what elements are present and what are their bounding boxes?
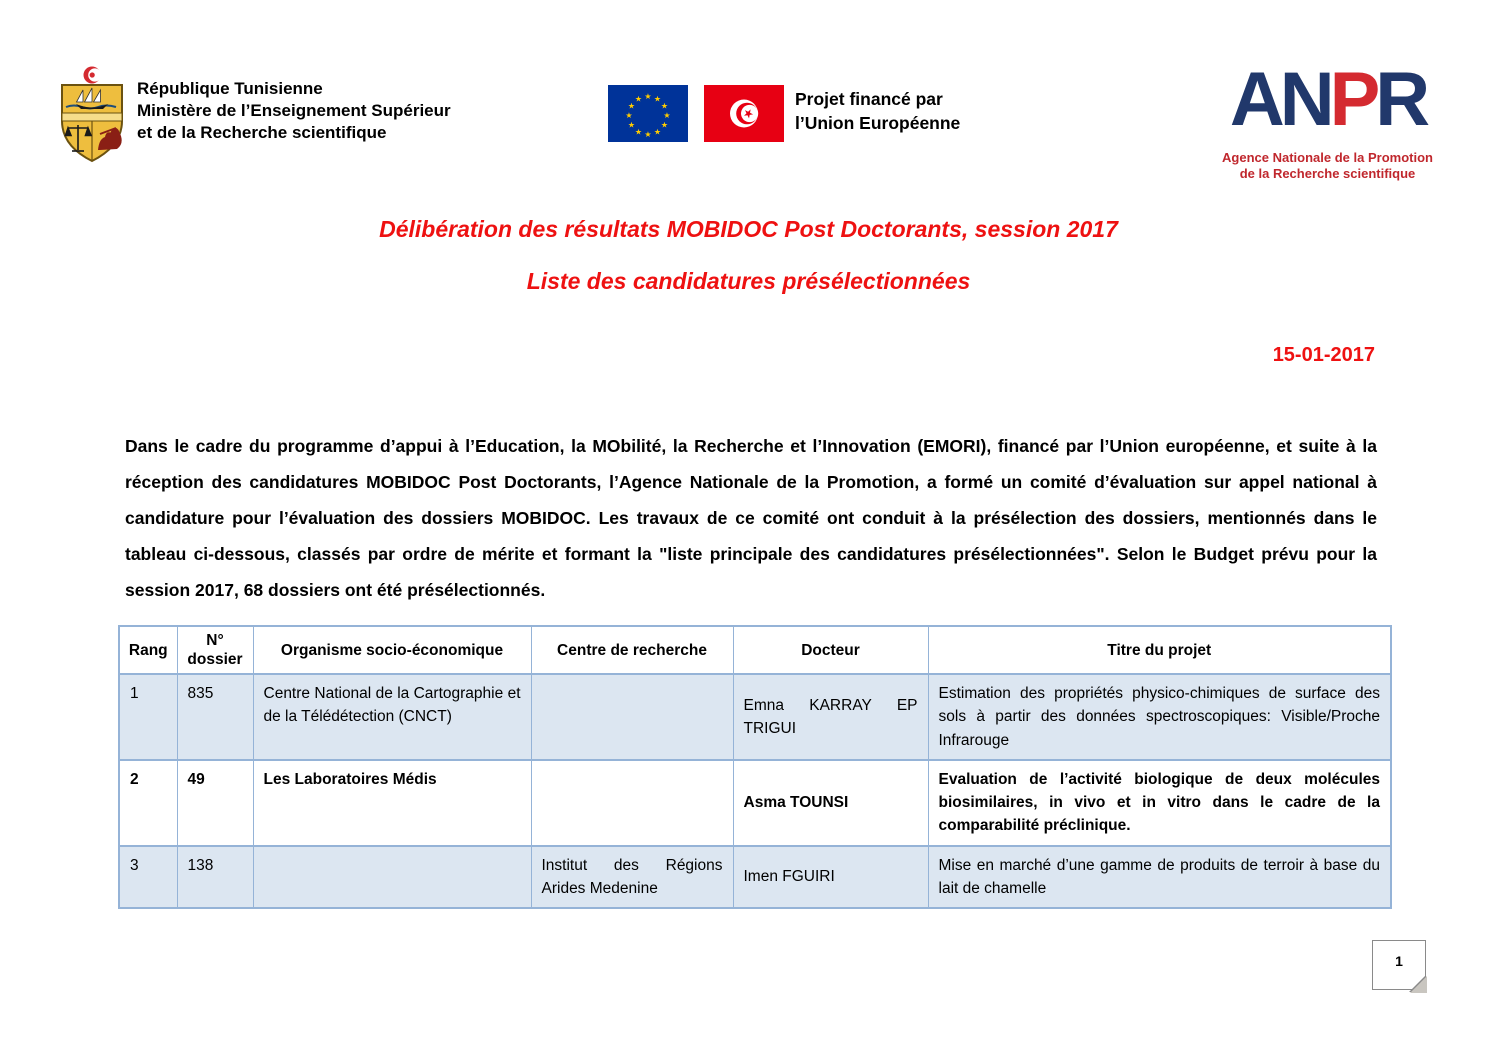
cell-organisme — [253, 846, 531, 909]
svg-text:★: ★ — [740, 107, 757, 121]
cell-docteur: Emna KARRAY EP TRIGUI — [733, 674, 928, 760]
cell-titre: Evaluation de l’activité biologique de deux molécules biosimilaires, in vivo et in vitro dans le cadre de la comparabilité préclinique. — [928, 760, 1391, 846]
header-docteur: Docteur — [733, 626, 928, 674]
document-subtitle: Liste des candidatures présélectionnées — [526, 268, 971, 294]
svg-text:★: ★ — [660, 120, 669, 130]
cell-docteur: Imen FGUIRI — [733, 846, 928, 909]
anpr-logo — [1200, 52, 1455, 182]
eu-funding-text — [795, 87, 960, 135]
header-centre: Centre de recherche — [531, 626, 733, 674]
svg-text:★: ★ — [653, 127, 662, 137]
funding-line-1: Projet financé par — [795, 89, 943, 109]
cell-titre: Mise en marché d’une gamme de produits de terroir à base du lait de chamelle — [928, 846, 1391, 909]
ministry-line-1: République Tunisienne — [137, 79, 323, 98]
cell-centre: Institut des Régions Arides Medenine — [531, 846, 733, 909]
cell-titre: Estimation des propriétés physico-chimiques de surface des sols à partir des données spectroscopiques: Visible/Proche Infrarouge — [928, 674, 1391, 760]
anpr-tagline-line-2: de la Recherche scientifique — [1239, 166, 1416, 181]
ministry-line-2: Ministère de l’Enseignement Supérieur — [137, 101, 451, 120]
anpr-letter-a: A — [1229, 57, 1280, 142]
cell-organisme: Centre National de la Cartographie et de la Télédétection (CNCT) — [253, 674, 531, 760]
intro-paragraph: Dans le cadre du programme d’appui à l’Education, la MObilité, la Recherche et l’Innovation (EMORI), financé par l’Union européenne, et suite à la réception des candidatures MOBIDOC Post Doctorants, l’Agence Nationale de la Promotion, a formé un comité d’évaluation sur appel national à candidature pour l’évaluation des dossiers MOBIDOC. Les travaux de ce comité ont conduit à la présélection des dossiers, mentionnés dans le tableau ci-dessous, classés par ordre de mérite et formant la "liste principale des candidatures présélectionnées". Selon le Budget prévu pour la session 2017, 68 dossiers ont été présélectionnés. — [125, 436, 1377, 600]
cell-rang: 3 — [119, 846, 177, 909]
anpr-logo-letters — [1200, 52, 1455, 148]
anpr-letter-p: P — [1329, 57, 1376, 142]
cell-dossier: 49 — [177, 760, 253, 846]
anpr-letter-r: R — [1375, 57, 1426, 142]
svg-text:★: ★ — [663, 111, 671, 120]
ministry-line-3: et de la Recherche scientifique — [137, 123, 387, 142]
ministry-header-text — [137, 78, 451, 144]
table-row — [119, 846, 1391, 909]
document-title: Délibération des résultats MOBIDOC Post Doctorants, session 2017 — [379, 216, 1118, 242]
cell-docteur: Asma TOUNSI — [733, 760, 928, 846]
table-header-row — [119, 626, 1391, 674]
cell-dossier: 138 — [177, 846, 253, 909]
svg-text:★: ★ — [627, 101, 636, 111]
svg-text:★: ★ — [634, 94, 643, 104]
page-number-box — [1372, 940, 1426, 990]
cell-centre — [531, 674, 733, 760]
svg-text:★: ★ — [634, 127, 643, 137]
cell-centre — [531, 760, 733, 846]
cell-dossier: 835 — [177, 674, 253, 760]
svg-text:★: ★ — [627, 120, 636, 130]
svg-text:★: ★ — [644, 130, 652, 139]
svg-text:★: ★ — [653, 94, 662, 104]
results-table — [118, 625, 1392, 909]
funding-line-2: l’Union Européenne — [795, 113, 961, 133]
page-fold-icon — [1410, 976, 1427, 993]
tunisia-flag-icon — [704, 85, 784, 142]
results-table-wrapper — [118, 625, 1392, 909]
flags-group — [608, 85, 784, 142]
anpr-tagline — [1200, 150, 1455, 182]
header-rang: Rang — [119, 626, 177, 674]
eu-flag-icon — [608, 85, 688, 142]
page-number: 1 — [1395, 953, 1403, 969]
header-titre: Titre du projet — [928, 626, 1391, 674]
svg-text:★: ★ — [625, 111, 633, 120]
svg-text:★: ★ — [660, 101, 669, 111]
table-row — [119, 760, 1391, 846]
tunisia-coat-of-arms-icon — [54, 64, 130, 169]
cell-rang: 1 — [119, 674, 177, 760]
header-organisme: Organisme socio-économique — [253, 626, 531, 674]
cell-rang: 2 — [119, 760, 177, 846]
anpr-tagline-line-1: Agence Nationale de la Promotion — [1222, 150, 1433, 165]
cell-organisme: Les Laboratoires Médis — [253, 760, 531, 846]
document-date: 15-01-2017 — [1272, 344, 1375, 366]
table-row — [119, 674, 1391, 760]
header-num-dossier: N° dossier — [177, 626, 253, 674]
svg-text:★: ★ — [644, 92, 652, 101]
anpr-letter-n: N — [1279, 57, 1330, 142]
